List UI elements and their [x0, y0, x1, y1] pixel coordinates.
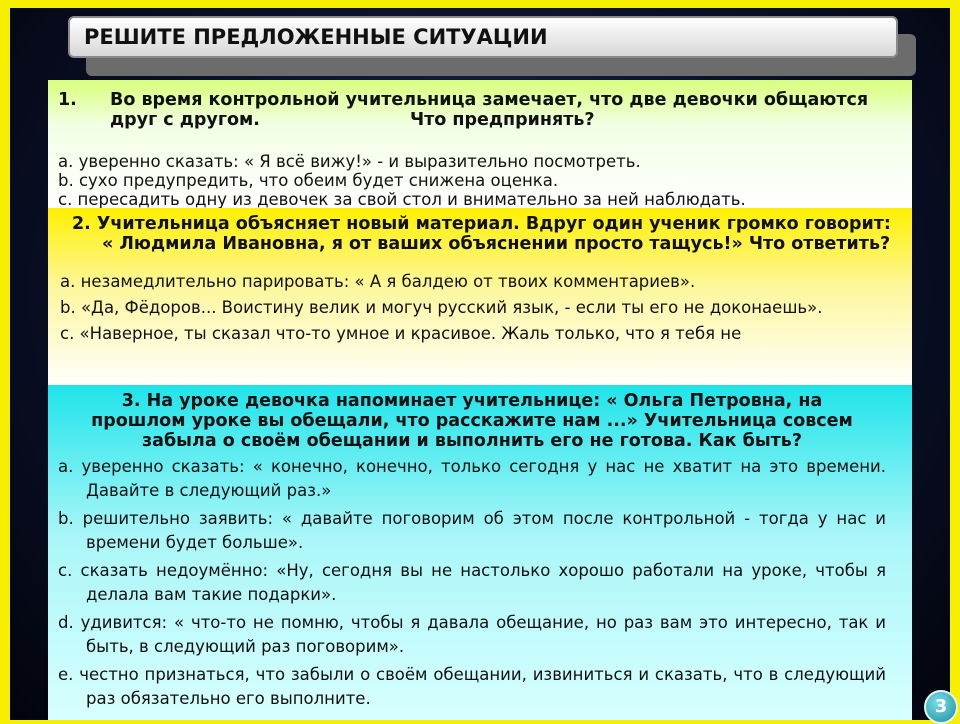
situation-3-option-b: b. решительно заявить: « давайте поговорим об этом после контрольной - тогда у нас и времени будет больше».	[58, 509, 886, 552]
situation-1-question-what: Что предпринять?	[409, 110, 595, 130]
situation-2-options	[60, 270, 892, 346]
situation-3-options	[58, 455, 886, 711]
situation-3-option-c: c. сказать недоумённо: «Ну, сегодня вы не настолько хорошо работали на уроке, чтобы я делала вам такие подарки».	[58, 561, 886, 604]
situation-card-1	[48, 80, 912, 208]
situation-3-option-e: e. честно признаться, что забыли о своём обещании, извиниться и сказать, что в следующий раз обязательно его выполните.	[58, 665, 886, 708]
situation-3-option-d: d. удивится: « что-то не помню, чтобы я давала обещание, но раз вам это интересно, так и быть, в следующий раз поговорим».	[58, 613, 886, 656]
slide	[10, 8, 950, 720]
slide-title: РЕШИТЕ ПРЕДЛОЖЕННЫЕ СИТУАЦИИ	[68, 16, 898, 58]
situation-2-option-c: c. «Наверное, ты сказал что-то умное и красивое. Жаль только, что я тебя не	[60, 324, 742, 343]
situation-3-option-a: a. уверенно сказать: « конечно, конечно, только сегодня у нас не хватит на это времени. Давайте в следующий раз.»	[58, 457, 886, 500]
situation-2-option-b: b. «Да, Фёдоров... Воистину велик и могуч русский язык, - если ты его не доконаешь».	[60, 298, 823, 317]
situation-card-2	[48, 208, 912, 390]
slide-number-badge[interactable]: 3	[924, 690, 958, 724]
situation-1-option-b: b. сухо предупредить, что обеим будет снижена оценка.	[58, 171, 559, 190]
situation-1-question	[58, 90, 892, 130]
situation-1-question-line1: Во время контрольной учительница замечает, что две девочки общаются	[110, 90, 869, 110]
situation-1-question-line2: друг с другом.	[110, 110, 260, 130]
situation-2-question: 2. Учительница объясняет новый материал. Вдруг один ученик громко говорит: « Людмила Ивановна, я от ваших объяснении просто тащусь!» Что ответить?	[72, 214, 891, 254]
situation-2-option-a: a. незамедлительно парировать: « А я балдею от твоих комментариев».	[60, 272, 696, 291]
situation-1-number: 1.	[58, 90, 77, 110]
situation-1-option-a: a. уверенно сказать: « Я всё вижу!» - и выразительно посмотреть.	[58, 152, 641, 171]
situation-card-3	[48, 385, 912, 720]
situation-3-question: 3. На уроке девочка напоминает учительнице: « Ольга Петровна, на прошлом уроке вы обещали, что расскажите нам ...» Учительница совсем забыла о своём обещании и выполнить его не готова. Как быть?	[91, 391, 853, 451]
situation-1-option-c: c. пересадить одну из девочек за свой стол и внимательно за ней наблюдать.	[58, 190, 746, 208]
situation-1-options	[58, 152, 892, 208]
